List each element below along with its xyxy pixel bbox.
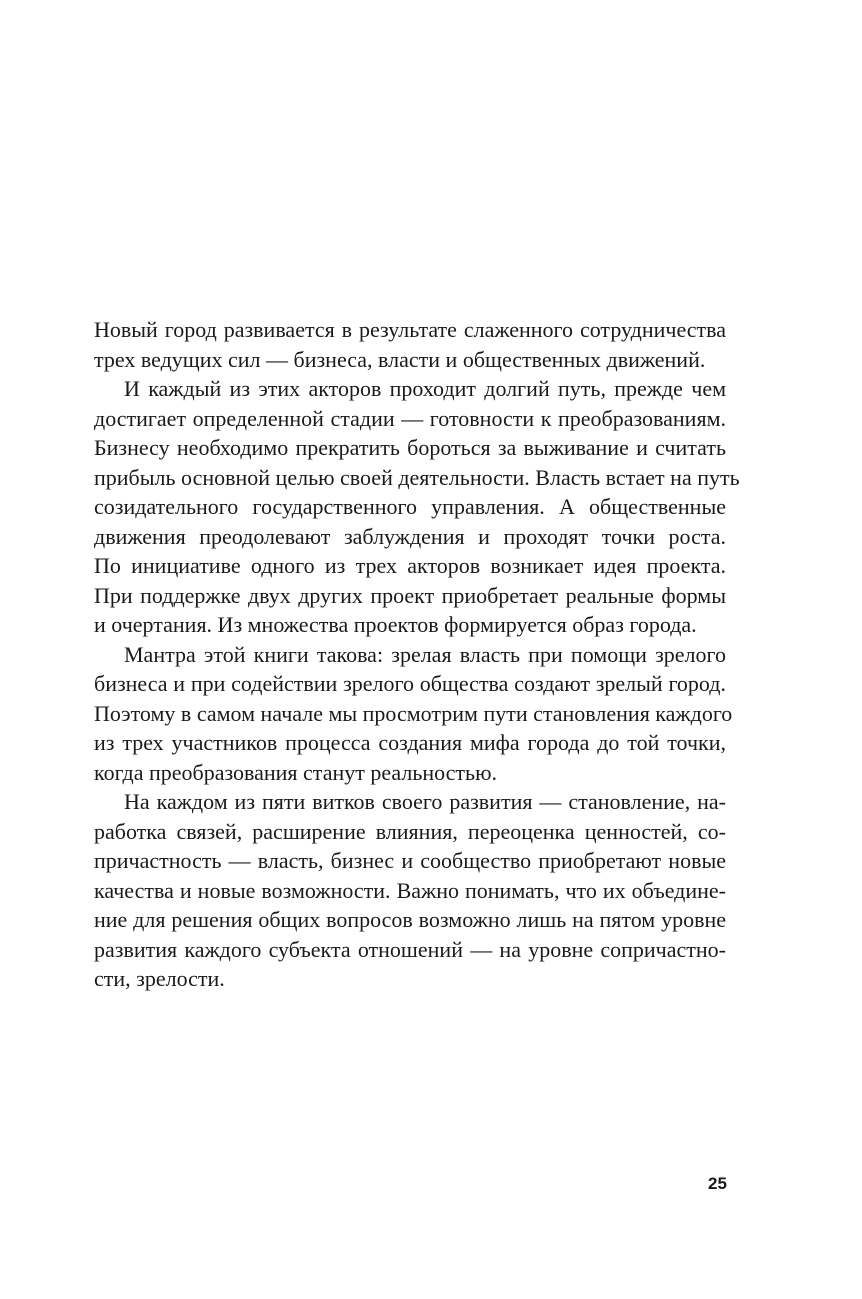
paragraph-3 bbox=[94, 640, 733, 788]
text-line: когда преобразования станут реальностью. bbox=[94, 759, 498, 785]
text-line: и очертания. Из множества проектов формируется образ города. bbox=[94, 612, 697, 637]
paragraph-4 bbox=[94, 787, 726, 994]
text-line: Мантра этой книги такова: зрелая власть при помощи зрелого bbox=[124, 641, 726, 667]
text-line: Поэтому в самом начале мы просмотрим пути становления каждого bbox=[94, 700, 733, 726]
text-line: На каждом из пяти витков своего развития — становление, на- bbox=[124, 789, 726, 814]
paragraph-2 bbox=[94, 374, 740, 640]
text-line: развития каждого субъекта отношений — на уровне сопричастно- bbox=[94, 936, 726, 962]
paragraph-1 bbox=[94, 315, 726, 374]
text-line: бизнеса и при содействии зрелого общества создают зрелый город. bbox=[94, 671, 726, 696]
text-line: достигает определенной стадии — готовности к преобразованиям. bbox=[94, 405, 726, 431]
page-number: 25 bbox=[708, 1174, 727, 1193]
body-text bbox=[94, 315, 740, 994]
text-line: созидательного государственного управления. А общественные bbox=[94, 494, 726, 519]
text-line: качества и новые возможности. Важно понимать, что их объедине- bbox=[94, 877, 726, 903]
text-line: По инициативе одного из трех акторов возникает идея проекта. bbox=[94, 553, 726, 578]
text-line: сти, зрелости. bbox=[94, 966, 225, 991]
text-line: И каждый из этих акторов проходит долгий путь, прежде чем bbox=[124, 376, 726, 401]
text-line: ние для решения общих вопросов возможно лишь на пятом уровне bbox=[94, 907, 726, 932]
text-line: Новый город развивается в результате слаженного сотрудничества bbox=[94, 317, 726, 342]
text-line: движения преодолевают заблуждения и проходят точки роста. bbox=[94, 523, 726, 549]
text-line: прибыль основной целью своей деятельности. Власть встает на путь bbox=[94, 464, 740, 490]
text-line: Бизнесу необходимо прекратить бороться за выживание и считать bbox=[94, 435, 726, 460]
text-line: причастность — власть, бизнес и сообщество приобретают новые bbox=[94, 848, 726, 873]
text-line: При поддержке двух других проект приобретает реальные формы bbox=[94, 582, 726, 608]
text-line: работка связей, расширение влияния, переоценка ценностей, со- bbox=[94, 818, 726, 844]
text-line: из трех участников процесса создания мифа города до той точки, bbox=[94, 730, 726, 755]
text-line: трех ведущих сил — бизнеса, власти и общественных движений. bbox=[94, 346, 706, 372]
